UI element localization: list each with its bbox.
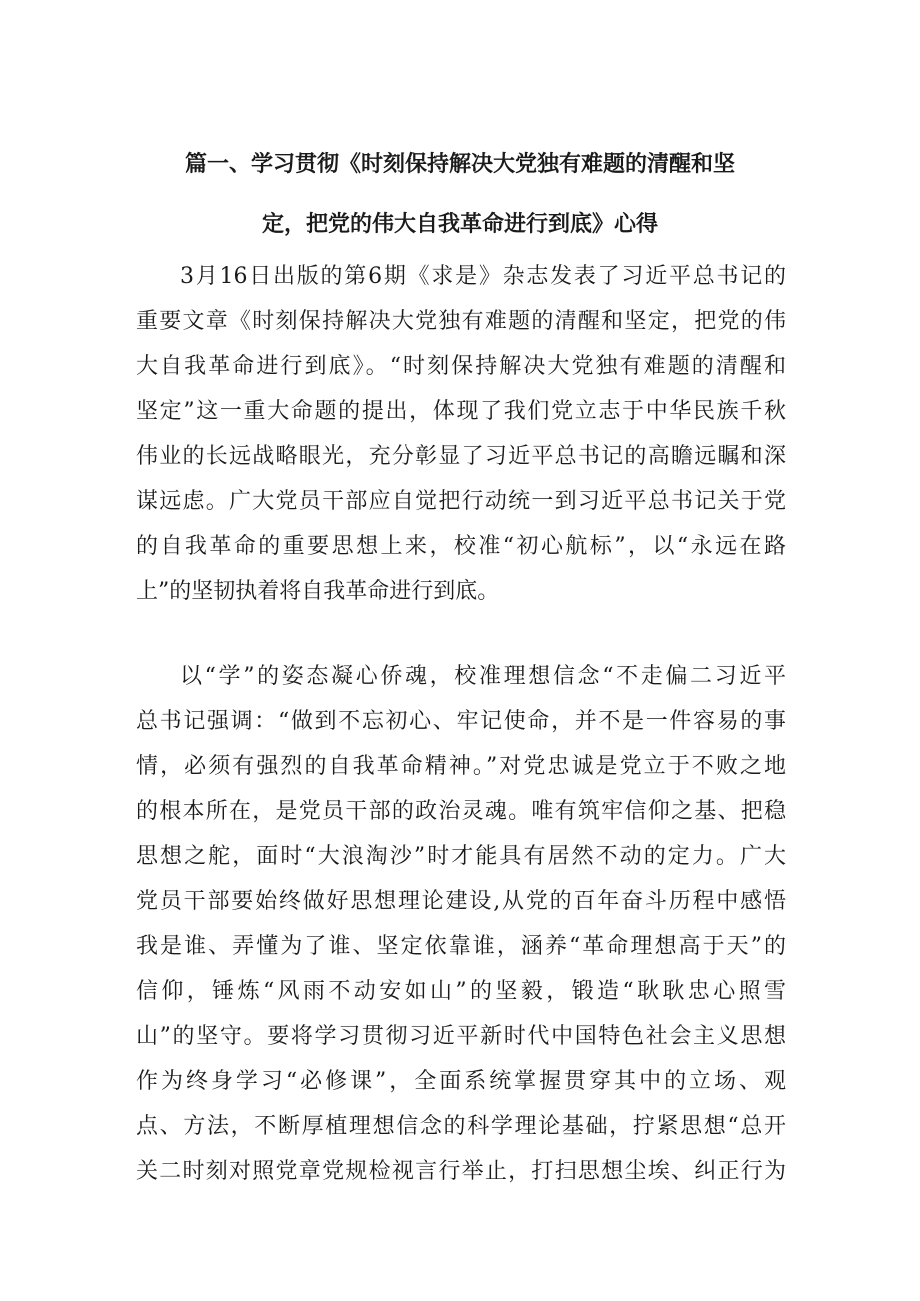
paragraph-2-line: 我是谁、弄懂为了谁、坚定依靠谁，涵养“革命理想高于天”的: [136, 934, 786, 959]
paragraph-1-line: 重要文章《时刻保持解决大党独有难题的清醒和坚定，把党的伟: [136, 309, 786, 334]
paragraph-2-line: 情，必须有强烈的自我革命精神。”对党忠诚是党立于不败之地: [136, 754, 786, 779]
paragraph-2-line: 作为终身学习“必修课”，全面系统掌握贯穿其中的立场、观: [136, 1069, 786, 1094]
paragraph-2-line: 点、方法，不断厚植理想信念的科学理论基础，拧紧思想“总开: [136, 1114, 786, 1139]
paragraph-1-line: 大自我革命进行到底》。“时刻保持解决大党独有难题的清醒和: [136, 354, 786, 379]
paragraph-2-line: 的根本所在，是党员干部的政治灵魂。唯有筑牢信仰之基、把稳: [136, 799, 786, 824]
paragraph-2-line: 思想之舵，面时“大浪淘沙”时才能具有居然不动的定力。广大: [136, 844, 786, 869]
document-title-line-2: 定，把党的伟大自我革命进行到底》心得: [261, 212, 658, 237]
paragraph-2-line: 关二时刻对照党章党规检视言行举止，打扫思想尘埃、纠正行为: [136, 1159, 786, 1184]
paragraph-2-line: 信仰，锤炼“风雨不动安如山”的坚毅，锻造“耿耿忠心照雪: [136, 979, 786, 1004]
paragraph-1-line: 伟业的长远战略眼光，充分彰显了习近平总书记的高瞻远瞩和深: [136, 444, 786, 469]
paragraph-2-line: 党员干部要始终做好思想理论建设,从党的百年奋斗历程中感悟: [136, 889, 786, 914]
paragraph-1-line: 上”的坚韧执着将自我革命进行到底。: [136, 579, 500, 604]
paragraph-1-line: 坚定”这一重大命题的提出，体现了我们党立志于中华民族千秋: [136, 399, 786, 424]
document-title-line-1: 篇一、学习贯彻《时刻保持解决大党独有难题的清醒和坚: [184, 152, 735, 177]
paragraph-2-line: 山”的坚守。要将学习贯彻习近平新时代中国特色社会主义思想: [136, 1024, 786, 1049]
paragraph-1-line: 的自我革命的重要思想上来，校准“初心航标”，以“永远在路: [136, 534, 786, 559]
paragraph-1-line: 3月16日出版的第6期《求是》杂志发表了习近平总书记的: [180, 264, 786, 289]
paragraph-1-line: 谋远虑。广大党员干部应自觉把行动统一到习近平总书记关于党: [136, 489, 786, 514]
paragraph-2-line: 以“学”的姿态凝心侨魂，校准理想信念“不走偏二习近平: [180, 664, 786, 689]
paragraph-2-line: 总书记强调：“做到不忘初心、牢记使命，并不是一件容易的事: [136, 709, 786, 734]
